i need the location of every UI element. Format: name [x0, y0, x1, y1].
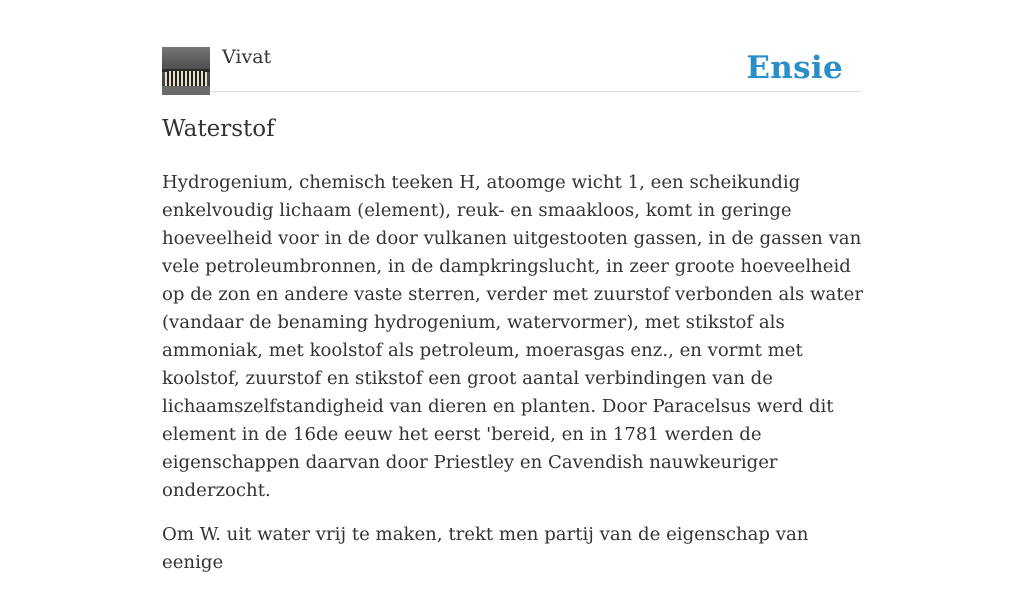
article-paragraph: Om W. uit water vrij te maken, trekt men partij van de eigenschap van eenige — [162, 524, 809, 573]
source-name-link[interactable]: Vivat — [222, 46, 272, 68]
article-body — [162, 169, 867, 593]
header — [162, 46, 862, 92]
source-avatar[interactable] — [162, 47, 210, 95]
ensie-logo[interactable]: Ensie — [746, 50, 843, 86]
article-paragraph: Hydrogenium, chemisch teeken H, atoomge wicht 1, een scheikundig enkelvoudig lichaam (element), reuk- en smaakloos, komt in geringe hoeveelheid voor in de door vulkanen uitgestooten gassen, in de gassen van vele petroleumbronnen, in de dampkringslucht, in zeer groote hoeveelheid op de zon en andere vaste sterren, verder met zuurstof verbonden als water (vandaar de benaming hydrogenium, watervormer), met stikstof als ammoniak, met koolstof als petroleum, moerasgas enz., en vormt met koolstof, zuurstof en stikstof een groot aantal verbindingen van de lichaamszelfstandigheid van dieren en planten. Door Paracelsus werd dit element in de 16de eeuw het eerst 'bereid, en in 1781 werden de eigenschappen daarvan door Priestley en Cavendish nauwkeuriger onderzocht. — [162, 172, 863, 501]
bookshelf-image — [162, 47, 210, 95]
page-title: Waterstof — [162, 116, 275, 142]
